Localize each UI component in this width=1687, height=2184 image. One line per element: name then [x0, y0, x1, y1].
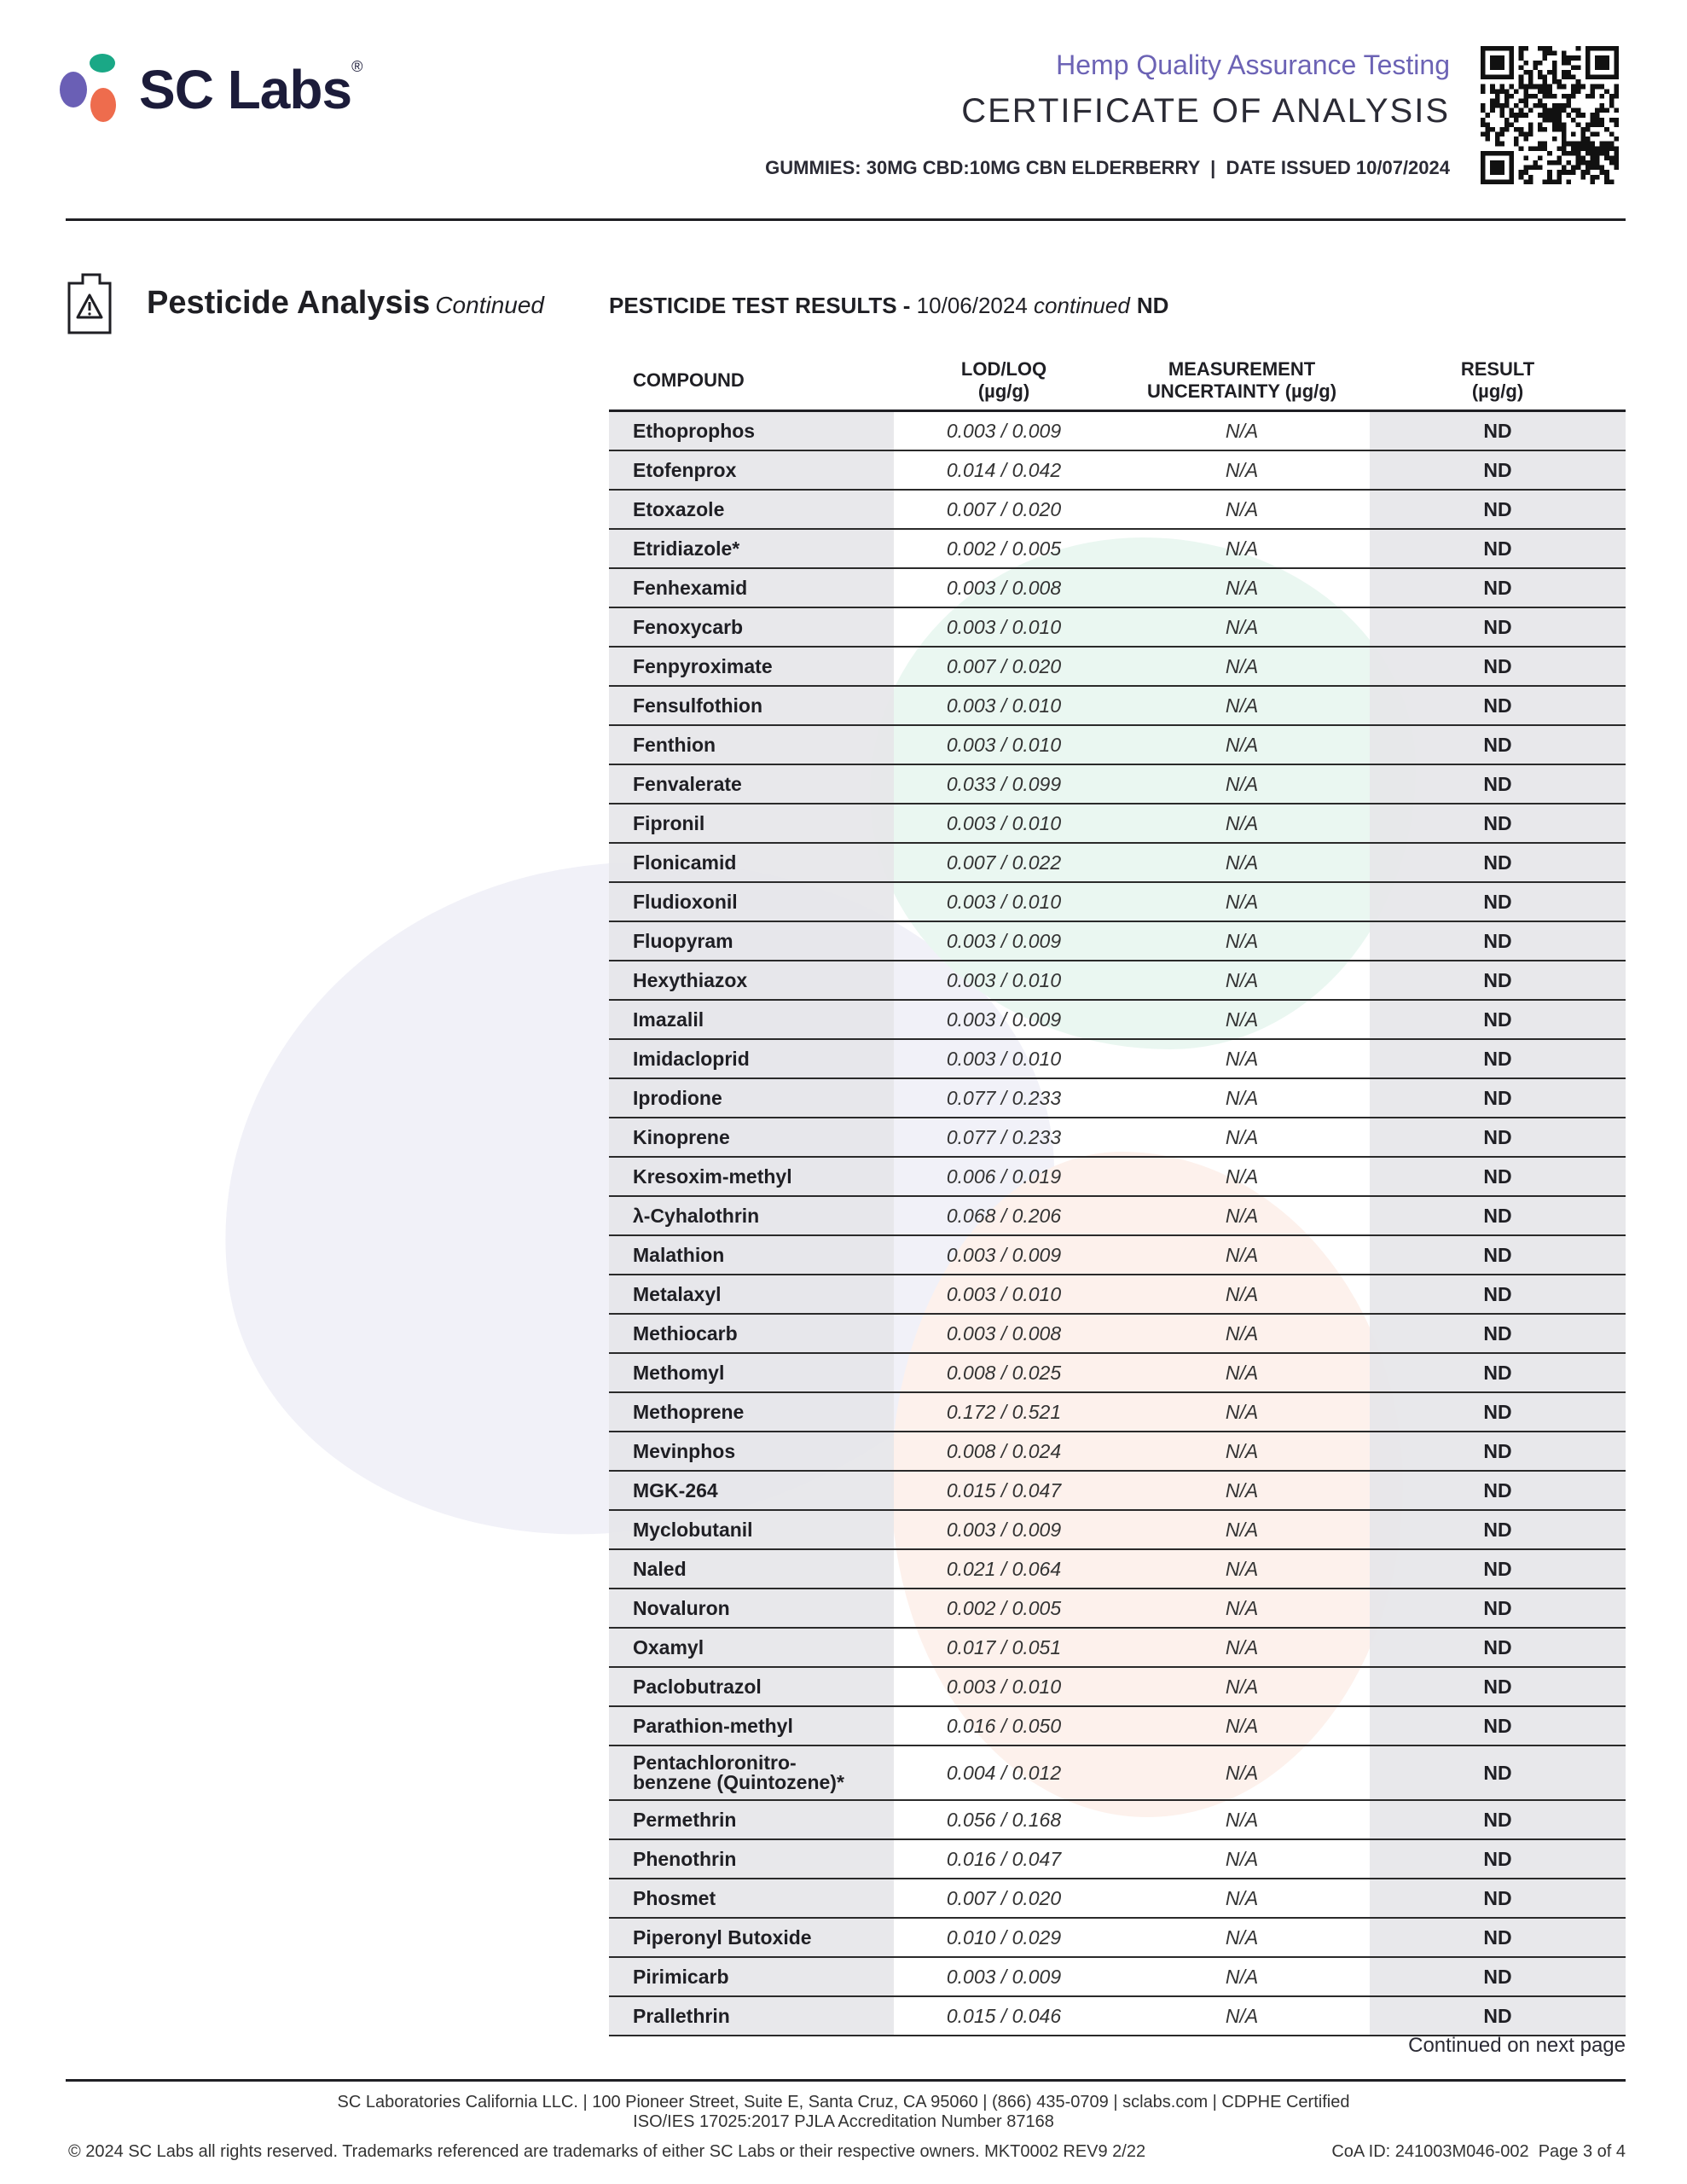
table-row	[609, 1471, 1626, 1510]
measurement-uncertainty-value: N/A	[1114, 725, 1370, 764]
table-row	[609, 450, 1626, 490]
table-row	[609, 843, 1626, 882]
table-row	[609, 686, 1626, 725]
column-header-compound: COMPOUND	[609, 351, 894, 411]
compound-name: Fipronil	[609, 804, 894, 843]
lod-loq-value: 0.077 / 0.233	[894, 1118, 1114, 1157]
column-header-lod-loq: LOD/LOQ (µg/g)	[894, 351, 1114, 411]
result-value: ND	[1370, 1039, 1626, 1078]
lod-loq-value: 0.003 / 0.010	[894, 882, 1114, 921]
lod-loq-value: 0.002 / 0.005	[894, 1589, 1114, 1628]
product-line: GUMMIES: 30MG CBD:10MG CBN ELDERBERRY | DATE ISSUED 10/07/2024	[765, 157, 1450, 178]
lod-loq-value: 0.016 / 0.047	[894, 1839, 1114, 1879]
lod-loq-value: 0.007 / 0.020	[894, 1879, 1114, 1918]
result-value: ND	[1370, 1510, 1626, 1549]
compound-name: Permethrin	[609, 1800, 894, 1839]
measurement-uncertainty-value: N/A	[1114, 1510, 1370, 1549]
result-value: ND	[1370, 1918, 1626, 1957]
compound-name: Etridiazole*	[609, 529, 894, 568]
compound-name: Phenothrin	[609, 1839, 894, 1879]
measurement-uncertainty-value: N/A	[1114, 921, 1370, 961]
result-value: ND	[1370, 725, 1626, 764]
measurement-uncertainty-value: N/A	[1114, 1800, 1370, 1839]
lod-loq-value: 0.003 / 0.008	[894, 1314, 1114, 1353]
result-value: ND	[1370, 411, 1626, 451]
result-value: ND	[1370, 1118, 1626, 1157]
measurement-uncertainty-value: N/A	[1114, 1157, 1370, 1196]
compound-name: Malathion	[609, 1235, 894, 1275]
compound-name: Methomyl	[609, 1353, 894, 1392]
table-row	[609, 1314, 1626, 1353]
compound-name: Hexythiazox	[609, 961, 894, 1000]
compound-name: Fludioxonil	[609, 882, 894, 921]
measurement-uncertainty-value: N/A	[1114, 1471, 1370, 1510]
table-row	[609, 1839, 1626, 1879]
measurement-uncertainty-value: N/A	[1114, 764, 1370, 804]
lod-loq-value: 0.056 / 0.168	[894, 1800, 1114, 1839]
measurement-uncertainty-value: N/A	[1114, 1039, 1370, 1078]
result-value: ND	[1370, 607, 1626, 647]
lod-loq-value: 0.003 / 0.010	[894, 725, 1114, 764]
compound-name: Methiocarb	[609, 1314, 894, 1353]
result-value: ND	[1370, 568, 1626, 607]
result-value: ND	[1370, 529, 1626, 568]
table-row	[609, 1957, 1626, 1996]
result-value: ND	[1370, 647, 1626, 686]
result-value: ND	[1370, 1628, 1626, 1667]
copyright-notice: © 2024 SC Labs all rights reserved. Trademarks referenced are trademarks of either SC Labs or their respective owners. MKT0002 REV9 2/22	[68, 2142, 1146, 2161]
table-row	[609, 1235, 1626, 1275]
compound-name: Piperonyl Butoxide	[609, 1918, 894, 1957]
result-value: ND	[1370, 490, 1626, 529]
measurement-uncertainty-value: N/A	[1114, 1392, 1370, 1432]
measurement-uncertainty-value: N/A	[1114, 1196, 1370, 1235]
table-row	[609, 1628, 1626, 1667]
lod-loq-value: 0.015 / 0.047	[894, 1471, 1114, 1510]
measurement-uncertainty-value: N/A	[1114, 1078, 1370, 1118]
result-value: ND	[1370, 1549, 1626, 1589]
lod-loq-value: 0.003 / 0.010	[894, 1039, 1114, 1078]
compound-name: Kinoprene	[609, 1118, 894, 1157]
result-value: ND	[1370, 1839, 1626, 1879]
result-value: ND	[1370, 1353, 1626, 1392]
lod-loq-value: 0.003 / 0.010	[894, 607, 1114, 647]
certificate-title: CERTIFICATE OF ANALYSIS	[961, 92, 1450, 130]
table-row	[609, 1118, 1626, 1157]
compound-name: Fenvalerate	[609, 764, 894, 804]
measurement-uncertainty-value: N/A	[1114, 843, 1370, 882]
lod-loq-value: 0.014 / 0.042	[894, 450, 1114, 490]
result-value: ND	[1370, 961, 1626, 1000]
compound-name: Oxamyl	[609, 1628, 894, 1667]
results-heading: PESTICIDE TEST RESULTS - 10/06/2024 continued ND	[609, 293, 1169, 318]
coa-id: CoA ID: 241003M046-002 Page 3 of 4	[1331, 2142, 1626, 2161]
compound-name: Naled	[609, 1549, 894, 1589]
measurement-uncertainty-value: N/A	[1114, 529, 1370, 568]
measurement-uncertainty-value: N/A	[1114, 1957, 1370, 1996]
measurement-uncertainty-value: N/A	[1114, 882, 1370, 921]
lod-loq-value: 0.003 / 0.009	[894, 1957, 1114, 1996]
result-value: ND	[1370, 1879, 1626, 1918]
compound-name: Fluopyram	[609, 921, 894, 961]
table-row	[609, 1000, 1626, 1039]
table-row	[609, 1549, 1626, 1589]
compound-name: Myclobutanil	[609, 1510, 894, 1549]
compound-name: Fenthion	[609, 725, 894, 764]
lod-loq-value: 0.003 / 0.010	[894, 1275, 1114, 1314]
compound-name: Parathion-methyl	[609, 1706, 894, 1745]
measurement-uncertainty-value: N/A	[1114, 686, 1370, 725]
table-row	[609, 411, 1626, 451]
footer-divider	[66, 2079, 1626, 2082]
measurement-uncertainty-value: N/A	[1114, 961, 1370, 1000]
result-value: ND	[1370, 1157, 1626, 1196]
qr-code-icon	[1481, 46, 1619, 184]
result-value: ND	[1370, 1000, 1626, 1039]
lod-loq-value: 0.003 / 0.010	[894, 804, 1114, 843]
lod-loq-value: 0.033 / 0.099	[894, 764, 1114, 804]
lod-loq-value: 0.010 / 0.029	[894, 1918, 1114, 1957]
column-header-result: RESULT (µg/g)	[1370, 351, 1626, 411]
result-value: ND	[1370, 1196, 1626, 1235]
table-row	[609, 1706, 1626, 1745]
result-value: ND	[1370, 1800, 1626, 1839]
measurement-uncertainty-value: N/A	[1114, 1549, 1370, 1589]
result-value: ND	[1370, 804, 1626, 843]
table-row	[609, 1918, 1626, 1957]
lod-loq-value: 0.007 / 0.022	[894, 843, 1114, 882]
measurement-uncertainty-value: N/A	[1114, 1706, 1370, 1745]
table-row	[609, 804, 1626, 843]
lod-loq-value: 0.172 / 0.521	[894, 1392, 1114, 1432]
lod-loq-value: 0.003 / 0.008	[894, 568, 1114, 607]
measurement-uncertainty-value: N/A	[1114, 1118, 1370, 1157]
measurement-uncertainty-value: N/A	[1114, 804, 1370, 843]
table-row	[609, 1157, 1626, 1196]
measurement-uncertainty-value: N/A	[1114, 450, 1370, 490]
result-value: ND	[1370, 1745, 1626, 1800]
table-header-row	[609, 351, 1626, 411]
result-value: ND	[1370, 1432, 1626, 1471]
compound-name: Novaluron	[609, 1589, 894, 1628]
lod-loq-value: 0.003 / 0.010	[894, 1667, 1114, 1706]
compound-name: Pirimicarb	[609, 1957, 894, 1996]
measurement-uncertainty-value: N/A	[1114, 1314, 1370, 1353]
lod-loq-value: 0.007 / 0.020	[894, 647, 1114, 686]
result-value: ND	[1370, 1589, 1626, 1628]
compound-name: Ethoprophos	[609, 411, 894, 451]
table-row	[609, 1510, 1626, 1549]
lod-loq-value: 0.003 / 0.009	[894, 1000, 1114, 1039]
table-row	[609, 1196, 1626, 1235]
lod-loq-value: 0.002 / 0.005	[894, 529, 1114, 568]
compound-name: λ-Cyhalothrin	[609, 1196, 894, 1235]
measurement-uncertainty-value: N/A	[1114, 490, 1370, 529]
lod-loq-value: 0.008 / 0.024	[894, 1432, 1114, 1471]
lod-loq-value: 0.003 / 0.009	[894, 1510, 1114, 1549]
table-row	[609, 1800, 1626, 1839]
compound-name: Prallethrin	[609, 1996, 894, 2036]
pesticide-container-icon	[66, 271, 113, 336]
result-value: ND	[1370, 764, 1626, 804]
measurement-uncertainty-value: N/A	[1114, 1918, 1370, 1957]
lod-loq-value: 0.017 / 0.051	[894, 1628, 1114, 1667]
table-row	[609, 529, 1626, 568]
measurement-uncertainty-value: N/A	[1114, 1589, 1370, 1628]
column-header-measurement-uncertainty: MEASUREMENT UNCERTAINTY (µg/g)	[1114, 351, 1370, 411]
measurement-uncertainty-value: N/A	[1114, 411, 1370, 451]
compound-name: Fenhexamid	[609, 568, 894, 607]
table-row	[609, 921, 1626, 961]
lod-loq-value: 0.003 / 0.009	[894, 1235, 1114, 1275]
compound-name: Phosmet	[609, 1879, 894, 1918]
compound-name: Imidacloprid	[609, 1039, 894, 1078]
measurement-uncertainty-value: N/A	[1114, 568, 1370, 607]
result-value: ND	[1370, 1235, 1626, 1275]
measurement-uncertainty-value: N/A	[1114, 1879, 1370, 1918]
result-value: ND	[1370, 1392, 1626, 1432]
table-row	[609, 607, 1626, 647]
table-row	[609, 961, 1626, 1000]
table-row	[609, 1667, 1626, 1706]
result-value: ND	[1370, 882, 1626, 921]
lod-loq-value: 0.008 / 0.025	[894, 1353, 1114, 1392]
lod-loq-value: 0.015 / 0.046	[894, 1996, 1114, 2036]
lod-loq-value: 0.077 / 0.233	[894, 1078, 1114, 1118]
result-value: ND	[1370, 686, 1626, 725]
compound-name: Fenpyroximate	[609, 647, 894, 686]
measurement-uncertainty-value: N/A	[1114, 1235, 1370, 1275]
measurement-uncertainty-value: N/A	[1114, 607, 1370, 647]
header-divider	[66, 218, 1626, 221]
table-row	[609, 1432, 1626, 1471]
table-row	[609, 1745, 1626, 1800]
lod-loq-value: 0.007 / 0.020	[894, 490, 1114, 529]
result-value: ND	[1370, 1706, 1626, 1745]
table-row	[609, 1589, 1626, 1628]
compound-name: Imazalil	[609, 1000, 894, 1039]
result-value: ND	[1370, 1996, 1626, 2036]
result-value: ND	[1370, 1275, 1626, 1314]
table-row	[609, 1275, 1626, 1314]
measurement-uncertainty-value: N/A	[1114, 1353, 1370, 1392]
measurement-uncertainty-value: N/A	[1114, 1839, 1370, 1879]
compound-name: Etoxazole	[609, 490, 894, 529]
result-value: ND	[1370, 921, 1626, 961]
lod-loq-value: 0.068 / 0.206	[894, 1196, 1114, 1235]
lod-loq-value: 0.016 / 0.050	[894, 1706, 1114, 1745]
lod-loq-value: 0.004 / 0.012	[894, 1745, 1114, 1800]
table-row	[609, 1392, 1626, 1432]
compound-name: Mevinphos	[609, 1432, 894, 1471]
compound-name: Pentachloronitro- benzene (Quintozene)*	[609, 1745, 894, 1800]
continued-note: Continued on next page	[1408, 2034, 1626, 2057]
table-row	[609, 764, 1626, 804]
table-row	[609, 882, 1626, 921]
lab-address: SC Laboratories California LLC. | 100 Pioneer Street, Suite E, Santa Cruz, CA 95060 | (866) 435-0709 | sclabs.com | CDPHE Certified ISO/IES 17025:2017 PJLA Accreditation Number 87168	[337, 2093, 1350, 2131]
measurement-uncertainty-value: N/A	[1114, 1000, 1370, 1039]
result-value: ND	[1370, 1314, 1626, 1353]
compound-name: Kresoxim-methyl	[609, 1157, 894, 1196]
result-value: ND	[1370, 1667, 1626, 1706]
table-row	[609, 568, 1626, 607]
compound-name: Iprodione	[609, 1078, 894, 1118]
pesticide-results-table	[609, 351, 1626, 2036]
measurement-uncertainty-value: N/A	[1114, 1628, 1370, 1667]
compound-name: Metalaxyl	[609, 1275, 894, 1314]
table-row	[609, 1039, 1626, 1078]
table-row	[609, 490, 1626, 529]
compound-name: Etofenprox	[609, 450, 894, 490]
compound-name: Fenoxycarb	[609, 607, 894, 647]
lod-loq-value: 0.021 / 0.064	[894, 1549, 1114, 1589]
lod-loq-value: 0.003 / 0.010	[894, 961, 1114, 1000]
compound-name: MGK-264	[609, 1471, 894, 1510]
result-value: ND	[1370, 843, 1626, 882]
measurement-uncertainty-value: N/A	[1114, 1432, 1370, 1471]
measurement-uncertainty-value: N/A	[1114, 1745, 1370, 1800]
table-row	[609, 1353, 1626, 1392]
measurement-uncertainty-value: N/A	[1114, 1667, 1370, 1706]
table-row	[609, 1078, 1626, 1118]
compound-name: Methoprene	[609, 1392, 894, 1432]
table-row	[609, 647, 1626, 686]
result-value: ND	[1370, 1957, 1626, 1996]
measurement-uncertainty-value: N/A	[1114, 1275, 1370, 1314]
table-row	[609, 725, 1626, 764]
result-value: ND	[1370, 450, 1626, 490]
table-row	[609, 1879, 1626, 1918]
compound-name: Flonicamid	[609, 843, 894, 882]
header-subtitle: Hemp Quality Assurance Testing	[1056, 49, 1450, 80]
lod-loq-value: 0.003 / 0.009	[894, 411, 1114, 451]
lod-loq-value: 0.006 / 0.019	[894, 1157, 1114, 1196]
measurement-uncertainty-value: N/A	[1114, 1996, 1370, 2036]
compound-name: Fensulfothion	[609, 686, 894, 725]
result-value: ND	[1370, 1471, 1626, 1510]
lod-loq-value: 0.003 / 0.010	[894, 686, 1114, 725]
table-row	[609, 1996, 1626, 2036]
section-title: Pesticide Analysis Continued	[147, 285, 544, 321]
brand-name: SC Labs®	[139, 58, 362, 120]
result-value: ND	[1370, 1078, 1626, 1118]
measurement-uncertainty-value: N/A	[1114, 647, 1370, 686]
compound-name: Paclobutrazol	[609, 1667, 894, 1706]
lod-loq-value: 0.003 / 0.009	[894, 921, 1114, 961]
